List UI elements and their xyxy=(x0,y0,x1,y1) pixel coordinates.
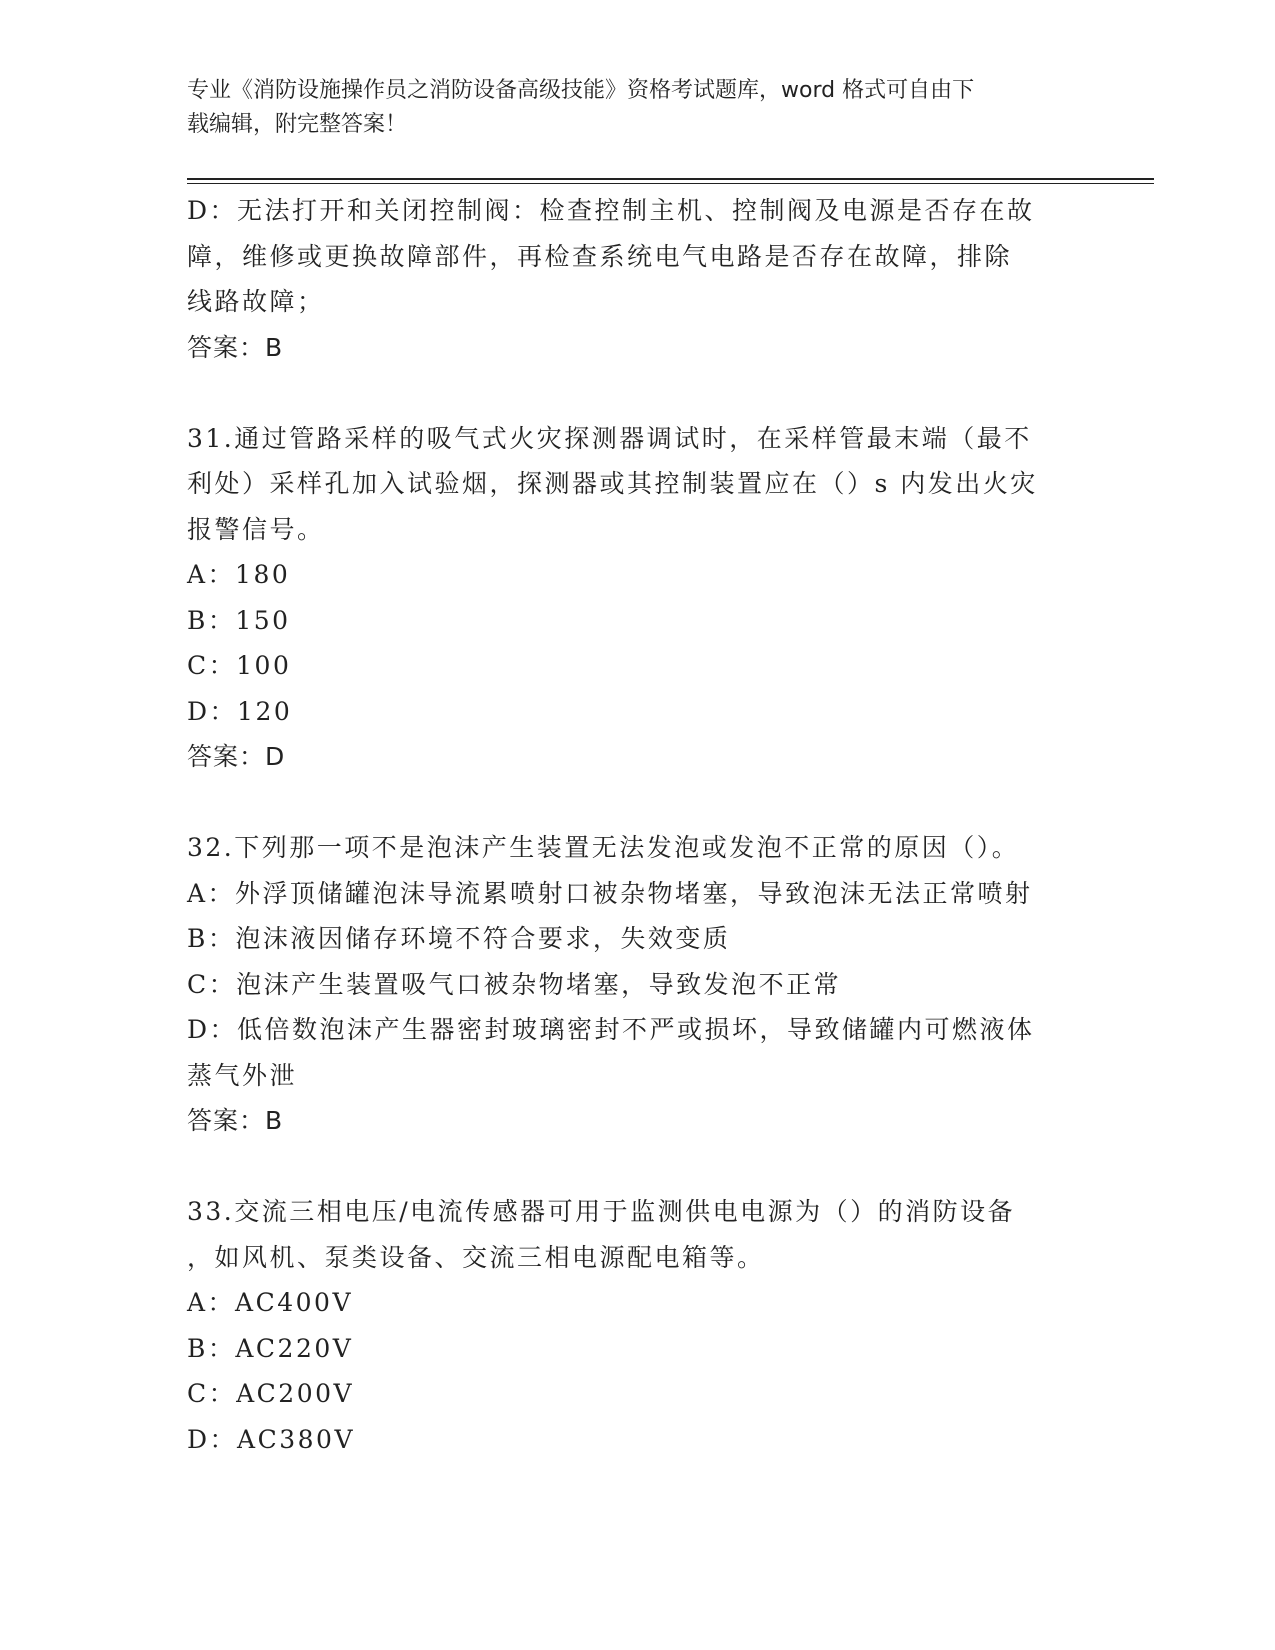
header-divider-thick xyxy=(187,178,1154,180)
option-a: A：外浮顶储罐泡沫导流累喷射口被杂物堵塞，导致泡沫无法正常喷射 xyxy=(187,878,1033,908)
question-text-line: 33.交流三相电压/电流传感器可用于监测供电电源为（）的消防设备 xyxy=(187,1197,1016,1226)
document-body xyxy=(187,188,1087,1462)
option-d-continued: 蒸气外泄 xyxy=(187,1060,298,1090)
prev-question-block xyxy=(187,188,1087,370)
header-line-1: 专业《消防设施操作员之消防设备高级技能》资格考试题库，word 格式可自由下 xyxy=(187,78,975,103)
option-d: D：AC380V xyxy=(187,1424,355,1454)
spacer xyxy=(187,1144,1087,1190)
question-33-block xyxy=(187,1189,1087,1462)
question-text-line: 利处）采样孔加入试验烟，探测器或其控制装置应在（）s 内发出火灾 xyxy=(187,469,1038,498)
option-b: B：AC220V xyxy=(187,1333,354,1363)
spacer xyxy=(187,780,1087,826)
option-a: A：AC400V xyxy=(187,1288,354,1317)
option-c: C：泡沫产生装置吸气口被杂物堵塞，导致发泡不正常 xyxy=(187,969,842,999)
header-line-2: 载编辑，附完整答案！ xyxy=(187,112,408,137)
option-d-line: 线路故障； xyxy=(187,287,325,316)
question-text-line: 报警信号。 xyxy=(187,514,325,544)
header-divider-thin xyxy=(187,183,1154,184)
option-b: B：150 xyxy=(187,605,291,635)
answer-line: 答案：D xyxy=(187,742,286,771)
question-32-block xyxy=(187,825,1087,1144)
option-d: D：120 xyxy=(187,696,293,726)
question-31-block xyxy=(187,416,1087,780)
option-b: B：泡沫液因储存环境不符合要求，失效变质 xyxy=(187,924,731,953)
question-text-line: ，如风机、泵类设备、交流三相电源配电箱等。 xyxy=(187,1242,765,1272)
option-c: C：100 xyxy=(187,651,292,680)
question-text-line: 32.下列那一项不是泡沫产生装置无法发泡或发泡不正常的原因（）。 xyxy=(187,833,1020,862)
document-header xyxy=(187,74,1087,142)
spacer xyxy=(187,370,1087,416)
option-d-line: 障，维修或更换故障部件，再检查系统电气电路是否存在故障，排除 xyxy=(187,241,1013,271)
answer-line: 答案：B xyxy=(187,332,284,362)
question-text-line: 31.通过管路采样的吸气式火灾探测器调试时，在采样管最末端（最不 xyxy=(187,423,1032,453)
option-d-line: D：无法打开和关闭控制阀：检查控制主机、控制阀及电源是否存在故 xyxy=(187,196,1035,225)
option-a: A：180 xyxy=(187,560,291,589)
option-c: C：AC200V xyxy=(187,1379,355,1408)
option-d: D：低倍数泡沫产生器密封玻璃密封不严或损坏，导致储罐内可燃液体 xyxy=(187,1015,1035,1044)
answer-line: 答案：B xyxy=(187,1106,284,1135)
